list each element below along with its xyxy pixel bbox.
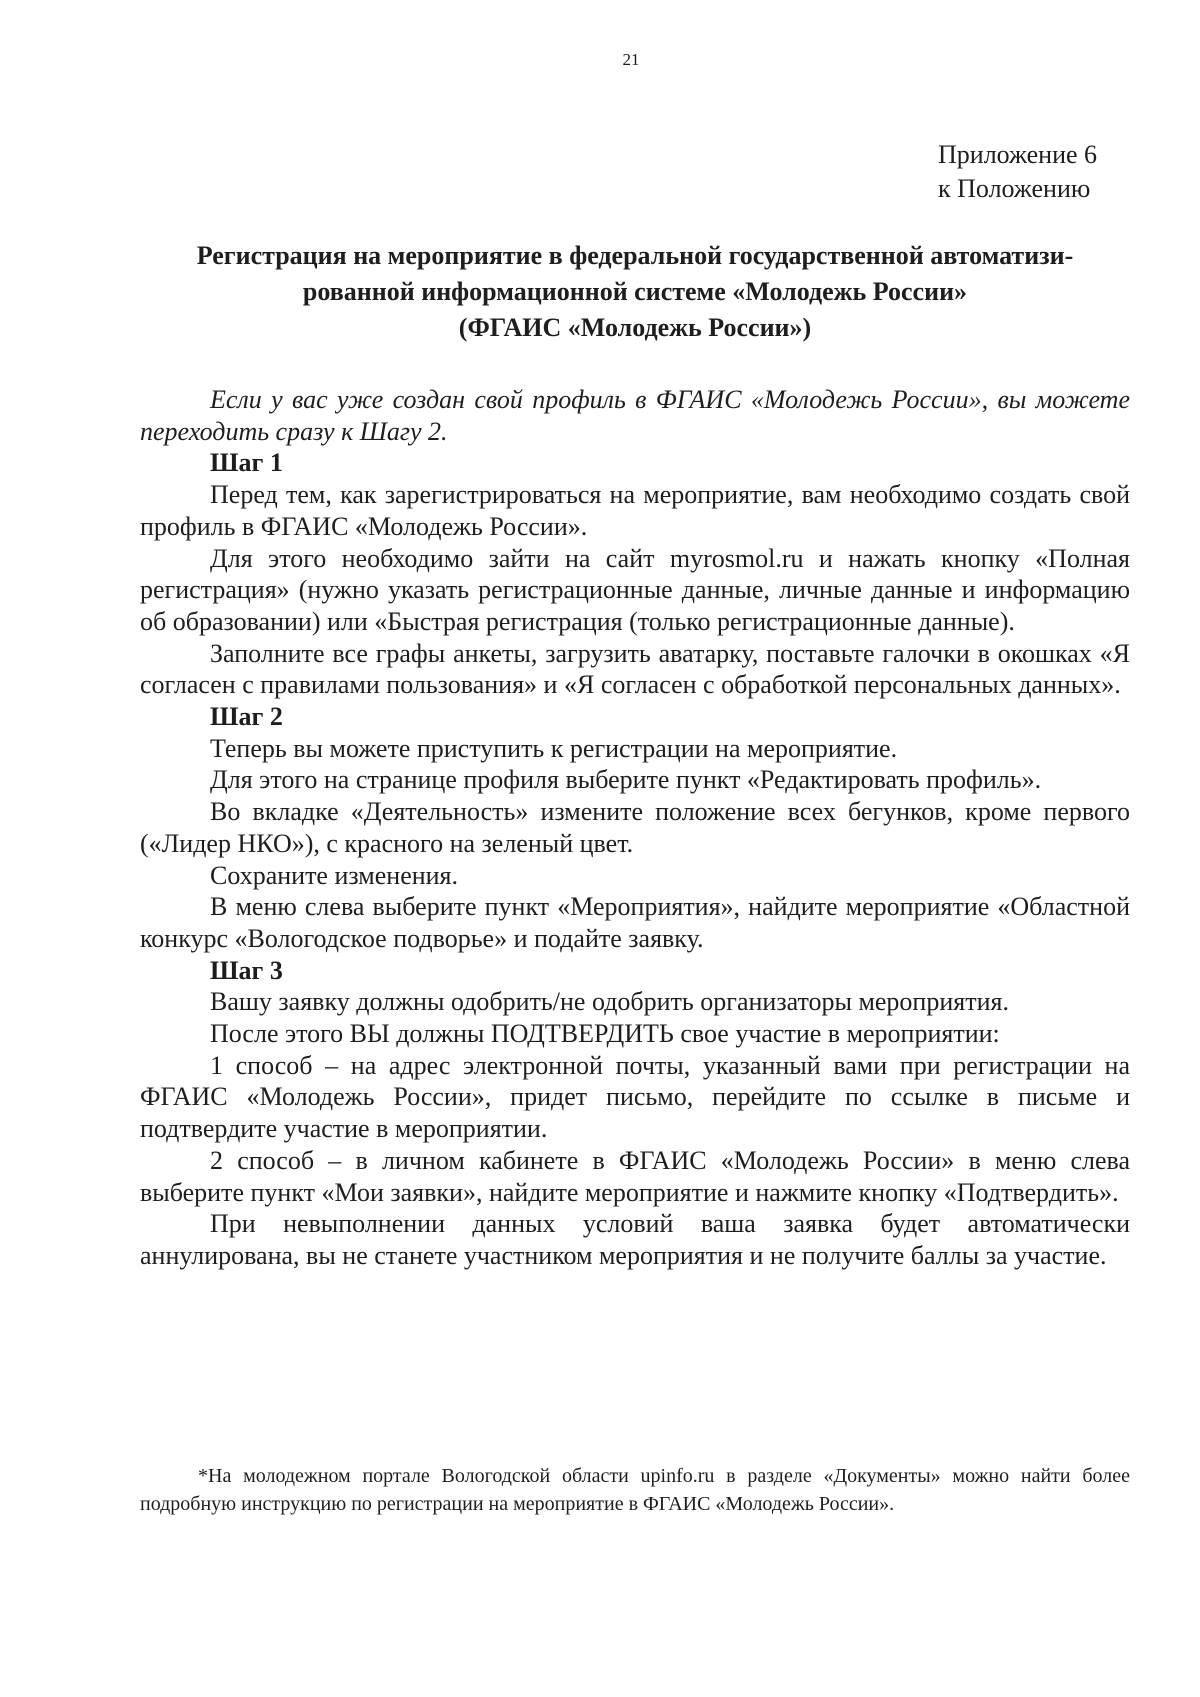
paragraph: После этого ВЫ должны ПОДТВЕРДИТЬ свое участие в мероприятии: (210, 1019, 1000, 1049)
paragraph: Теперь вы можете приступить к регистрации на мероприятие. (210, 733, 898, 763)
paragraph: 1 способ – на адрес электронной почты, указанный вами при регистрации на ФГАИС «Молодежь России», придет письмо, перейдите по ссылке в письме и подтвердите участие в мероприятии. (140, 1050, 1130, 1144)
title-line-3: (ФГАИС «Молодежь России») (458, 313, 812, 342)
paragraph: Вашу заявку должны одобрить/не одобрить организаторы мероприятия. (210, 987, 1009, 1017)
document-body (140, 384, 1130, 1272)
step-3-heading: Шаг 3 (210, 955, 283, 985)
paragraph: 2 способ – в личном кабинете в ФГАИС «Молодежь России» в меню слева выберите пункт «Мои заявки», найдите мероприятие и нажмите кнопку «Подтвердить». (140, 1145, 1130, 1207)
paragraph: Сохраните изменения. (210, 860, 459, 890)
paragraph: В меню слева выберите пункт «Мероприятия», найдите мероприятие «Областной конкурс «Вологодское подворье» и подайте заявку. (140, 892, 1130, 953)
intro-paragraph: Если у вас уже создан свой профиль в ФГАИС «Молодежь России», вы можете переходить сразу к Шагу 2. (140, 385, 1130, 446)
paragraph: Во вкладке «Деятельность» измените положение всех бегунков, кроме первого («Лидер НКО»), с красного на зеленый цвет. (140, 797, 1130, 858)
paragraph: Заполните все графы анкеты, загрузить аватарку, поставьте галочки в окошках «Я согласен с правилами пользования» и «Я согласен с обработкой персональных данных». (140, 638, 1130, 700)
appendix-line-2: к Положению (938, 174, 1091, 203)
page-number: 21 (622, 50, 640, 69)
paragraph: Для этого на странице профиля выберите пункт «Редактировать профиль». (210, 765, 1042, 795)
paragraph: При невыполнении данных условий ваша заявка будет автоматически аннулирована, вы не станете участником мероприятия и не получите баллы за участие. (140, 1209, 1130, 1270)
document-title (140, 238, 1130, 346)
step-1-heading: Шаг 1 (210, 448, 283, 478)
paragraph: Перед тем, как зарегистрироваться на мероприятие, вам необходимо создать свой профиль в ФГАИС «Молодежь России». (140, 480, 1130, 541)
title-line-2: рованной информационной системе «Молодежь России» (302, 277, 968, 306)
appendix-line-1: Приложение 6 (938, 140, 1098, 169)
paragraph: Для этого необходимо зайти на сайт myrosmol.ru и нажать кнопку «Полная регистрация» (нужно указать регистрационные данные, личные данные и информацию об образовании) или «Быстрая регистрация (только регистрационные данные). (140, 543, 1130, 636)
footnote: *На молодежном портале Вологодской области upinfo.ru в разделе «Документы» можно найти более подробную инструкцию по регистрации на мероприятие в ФГАИС «Молодежь России». (140, 1465, 1130, 1515)
appendix-reference (938, 138, 1097, 206)
step-2-heading: Шаг 2 (210, 702, 283, 732)
title-line-1: Регистрация на мероприятие в федеральной государственной автоматизи- (196, 241, 1074, 270)
